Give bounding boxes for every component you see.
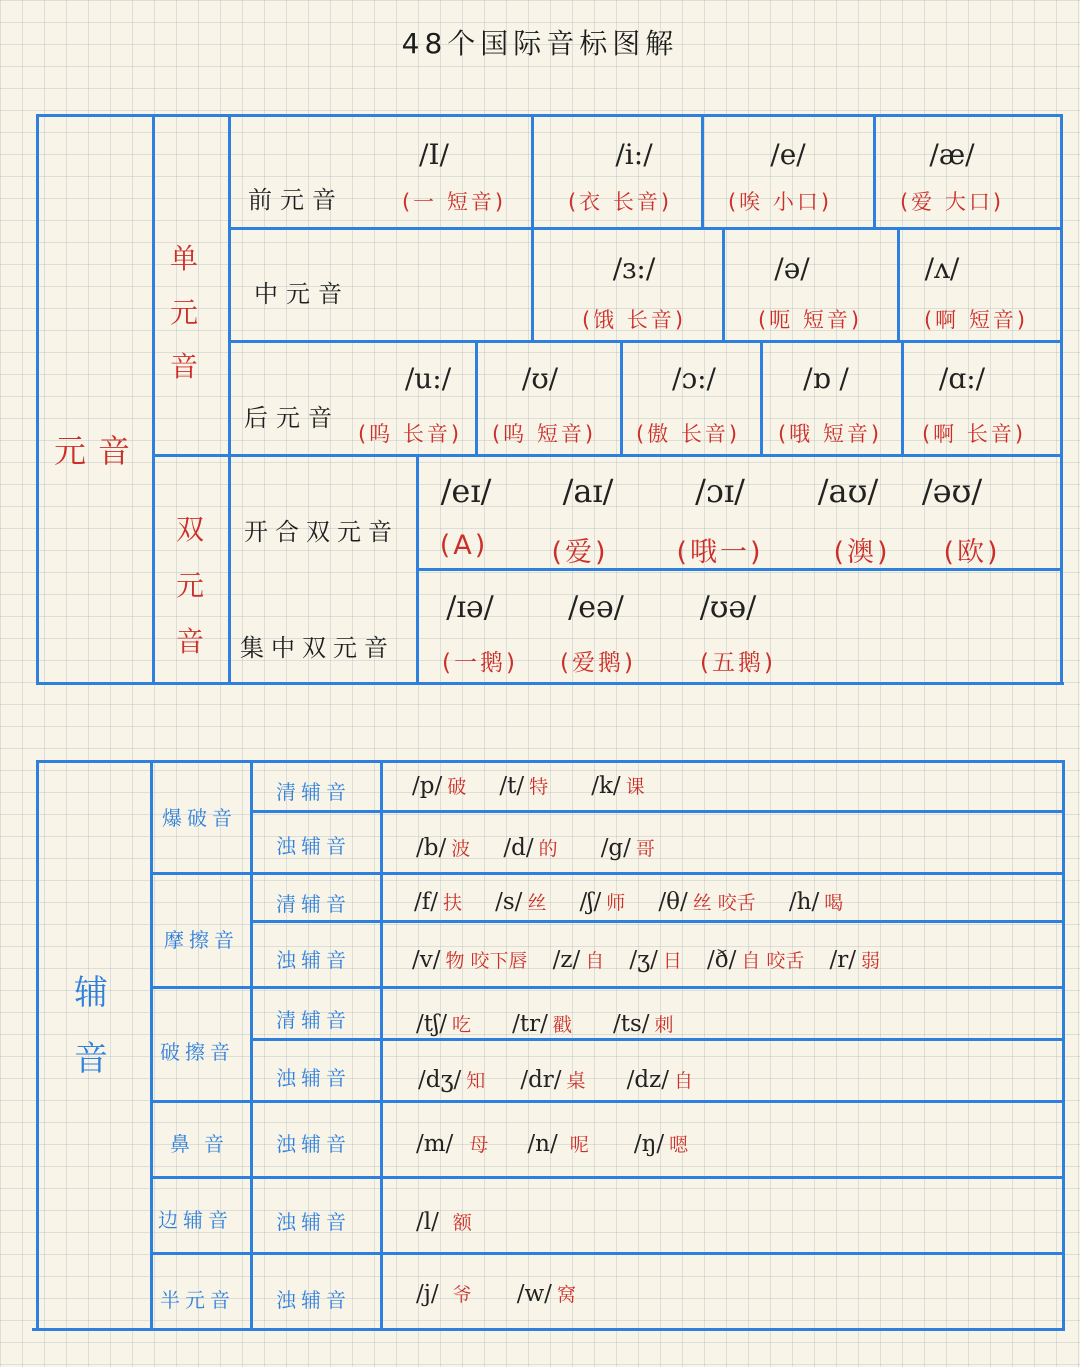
vowel-note: (哦 短音) [777,422,883,446]
vowel-note: (衣 长音) [567,190,673,214]
diphthong-note: (哦一) [676,537,764,568]
diphthong-symbol: /aʊ/ [817,472,879,510]
voice-label: 浊辅音 [276,948,351,972]
consonant-row [412,772,673,799]
consonant-phoneme: /ʃ/ [579,889,602,915]
vowel-note: (啊 短音) [923,308,1029,332]
diphthong-note: (A) [439,530,489,561]
vowel-symbol: /æ/ [929,138,975,171]
consonant-hint: 物 咬下唇 [445,950,528,972]
diphthong-note: (爱) [551,537,609,568]
vowel-note: (呃 短音) [757,308,863,332]
consonant-phoneme: /p/ [412,773,443,799]
consonant-phoneme: /h/ [788,889,820,915]
consonant-phoneme: /θ/ [658,889,688,915]
consonant-phoneme: /b/ [416,835,447,861]
group-name: 半元音 [160,1288,235,1312]
consonant-row [416,834,683,861]
monophthong-label-char-3: 音 [170,350,199,383]
consonant-phoneme: /ð/ [706,947,737,973]
consonant-phoneme: /m/ [416,1131,454,1157]
vowel-note: (啊 长音) [921,422,1027,446]
consonant-hint: 桌 [566,1070,586,1092]
consonant-hint: 破 [447,776,467,798]
monophthong-label [170,232,198,394]
vowel-symbol: /u:/ [404,362,452,395]
diphthong-symbol: /eɪ/ [440,472,492,510]
consonant-hint: 扶 [443,892,463,914]
consonant-phoneme: /f/ [414,889,439,915]
voice-label: 浊辅音 [276,1066,351,1090]
consonant-hint: 窝 [556,1284,576,1306]
diphthong-symbol: /ʊə/ [699,590,757,625]
consonant-phoneme: /s/ [495,889,523,915]
closing-diphthong-label: 开合双元音 [244,518,399,546]
consonant-phoneme: /ts/ [612,1011,650,1037]
vowel-symbol: /ɜ:/ [612,252,656,285]
consonant-row [418,1066,721,1093]
consonant-phoneme: /v/ [412,947,441,973]
page-title: 48个国际音标图解 [401,27,679,60]
consonant-phoneme: /tr/ [512,1011,548,1037]
consonant-hint: 课 [625,776,645,798]
diphthong-symbol: /aɪ/ [562,472,614,510]
consonant-phoneme: /ʒ/ [629,947,658,973]
central-vowel-label: 中元音 [254,280,350,308]
centering-diphthong-label: 集中双元音 [240,634,395,662]
consonant-hint: 特 [529,776,549,798]
vowel-symbol: /ə/ [774,252,810,285]
diphthong-note: (欧) [943,537,1001,568]
consonant-label-char-1: 辅 [74,973,108,1013]
vowel-note: (爱 大口) [899,190,1005,214]
vowel-symbol: /ʌ/ [924,252,960,285]
consonant-phoneme: /dz/ [626,1067,669,1093]
consonant-hint: 波 [451,838,471,860]
diphthong-label-char-3: 音 [176,625,205,658]
consonant-hint: 日 [662,950,682,972]
consonant-hint: 丝 咬舌 [692,892,756,914]
consonant-phoneme: /dʒ/ [418,1067,462,1093]
diphthong-note: (一鹅) [442,650,518,676]
vowel-note: (傲 长音) [635,422,741,446]
front-vowel-label: 前元音 [248,186,344,214]
group-name: 边辅音 [158,1208,233,1232]
voice-label: 浊辅音 [276,834,351,858]
diphthong-symbol: /eə/ [568,590,624,625]
consonant-row [412,946,908,973]
voice-label: 浊辅音 [276,1210,351,1234]
consonant-hint: 弱 [860,950,880,972]
consonant-row [416,1280,604,1307]
consonant-label-char-2: 音 [74,1039,108,1079]
consonant-phoneme: /ŋ/ [633,1131,665,1157]
consonant-phoneme: /g/ [600,835,631,861]
consonant-phoneme: /l/ [416,1209,439,1235]
vowel-symbol: /i:/ [615,138,653,171]
consonant-row [416,1010,702,1037]
diphthong-label [176,502,204,670]
consonant-hint: 师 [606,892,626,914]
consonant-hint: 自 [674,1070,694,1092]
consonant-phoneme: /r/ [829,947,856,973]
consonant-row [416,1208,500,1235]
diphthong-note: (五鹅) [700,650,776,676]
consonant-phoneme: /t/ [499,773,525,799]
vowel-note: (饿 长音) [581,308,687,332]
voice-label: 浊辅音 [276,1132,351,1156]
voice-label: 浊辅音 [276,1288,351,1312]
voice-label: 清辅音 [276,780,351,804]
diphthong-symbol: /ɪə/ [446,590,494,625]
consonant-hint: 自 咬舌 [741,950,805,972]
group-name: 破擦音 [160,1040,235,1064]
consonant-phoneme: /dr/ [520,1067,562,1093]
diphthong-label-char-2: 元 [176,569,205,602]
vowel-note: (呜 长音) [357,422,463,446]
consonant-phoneme: /j/ [416,1281,439,1307]
consonant-hint: 嗯 [669,1134,689,1156]
consonant-hint: 喝 [824,892,844,914]
consonant-phoneme: /k/ [591,773,621,799]
group-name: 摩擦音 [164,928,239,952]
consonant-hint: 知 [466,1070,486,1092]
consonant-phoneme: /z/ [552,947,581,973]
vowel-symbol: /ɑ:/ [938,362,986,395]
consonant-row [414,888,871,915]
vowel-symbol: /ɒ / [803,362,849,395]
consonant-phoneme: /tʃ/ [416,1011,447,1037]
consonant-phoneme: /w/ [516,1281,552,1307]
diphthong-label-char-1: 双 [176,513,205,546]
diphthong-symbol: /əʊ/ [921,472,983,510]
vowel-symbol: /ɔ:/ [672,362,716,395]
consonant-hint: 吃 [452,1014,472,1036]
back-vowel-label: 后元音 [244,404,340,432]
vowel-symbol: /e/ [770,138,806,171]
vowel-symbol: /I/ [419,138,449,171]
consonant-hint: 丝 [527,892,547,914]
voice-label: 清辅音 [276,892,351,916]
consonant-phoneme: /d/ [503,835,534,861]
vowel-symbol: /ʊ/ [521,362,559,395]
consonant-hint: 额 [452,1212,472,1234]
vowel-note: (呜 短音) [491,422,597,446]
consonant-row [416,1130,716,1157]
monophthong-label-char-1: 单 [170,242,199,275]
vowel-label: 元音 [54,432,143,470]
diphthong-note: (澳) [833,537,891,568]
vowel-note: (唉 小口) [727,190,833,214]
group-name: 爆破音 [162,806,237,830]
group-name: 鼻音 [170,1132,238,1156]
diphthong-symbol: /ɔɪ/ [695,472,745,510]
consonant-hint: 自 [585,950,605,972]
consonant-hint: 母 [469,1134,489,1156]
consonant-hint: 爷 [452,1284,472,1306]
consonant-hint: 的 [538,838,558,860]
consonant-hint: 戳 [552,1014,572,1036]
vowel-note: (一 短音) [401,190,507,214]
consonant-hint: 哥 [635,838,655,860]
monophthong-label-char-2: 元 [170,296,199,329]
consonant-hint: 呢 [569,1134,589,1156]
consonant-label [74,960,108,1092]
consonant-phoneme: /n/ [527,1131,558,1157]
voice-label: 清辅音 [276,1008,351,1032]
diphthong-note: (爱鹅) [560,650,636,676]
consonant-hint: 刺 [654,1014,674,1036]
